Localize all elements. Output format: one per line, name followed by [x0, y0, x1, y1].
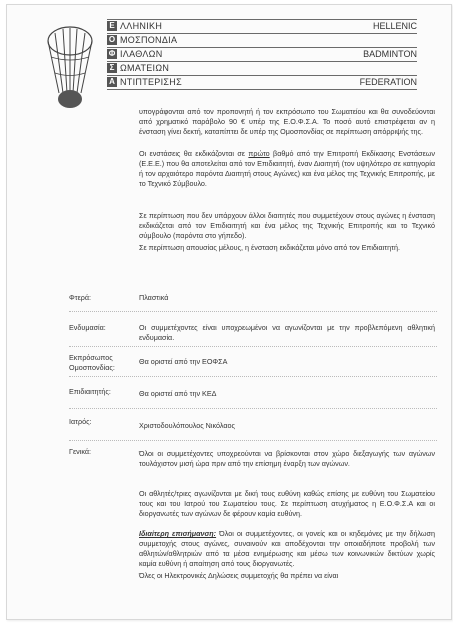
header-greek: ΩΜΑΤΕΙΩΝ	[120, 63, 170, 73]
field-value-doctor: Χριστοδουλόπουλος Νικόλαος	[139, 421, 235, 430]
shuttlecock-logo	[39, 23, 101, 111]
header-initial: Φ	[108, 49, 116, 58]
special-note-text: Όλοι οι συμμετέχοντες, οι γονείς και οι κηδεμόνες με την δήλωση συμμετοχής στους αγώνες, συναινούν και αποδέχονται την οποιαδήποτε προβολή των αθλητών/αθλητριών από τα μέσα ενημέρωσης και μέσω των κοινωνικών δικτύων χωρίς καμία ευθύνη ή απαίτηση από τους διοργανωτές.	[139, 529, 435, 568]
field-value-head-referee: Θα οριστεί από την ΚΕΔ	[139, 389, 217, 398]
header-english: BADMINTON	[363, 49, 417, 59]
header-row	[107, 76, 417, 90]
field-value-clothing: Οι συμμετέχοντες είναι υποχρεωμένοι να αγωνίζονται με την προβλεπόμενη αθλητική ενδυμασία.	[139, 323, 435, 342]
field-label-general: Γενικά:	[69, 447, 92, 456]
field-value-general: Όλοι οι συμμετέχοντες υποχρεούνται να βρίσκονται στον χώρο διεξαγωγής των αγώνων τουλάχιστον μισή ώρα πριν από την επίσημη έναρξη των αγώνων.	[139, 449, 435, 468]
divider	[69, 440, 437, 441]
absence-paragraph: Σε περίπτωση απουσίας μέλους, η ένσταση εκδικάζεται μόνο από τον Επιδιαιτητή.	[139, 243, 400, 252]
document-page	[6, 4, 452, 620]
divider	[69, 346, 437, 347]
header-english: HELLENIC	[372, 21, 417, 31]
special-note-paragraph	[139, 529, 435, 569]
header-initial: Α	[107, 77, 117, 87]
objections-text-end: βαθμό από την Επιτροπή Εκδίκασης Ενστάσεων (Ε.Ε.Ε.) που θα αποτελείται από τον Επιδιαιτητή, έναν Διαιτητή (τον υψηλότερο σε κατηγορία ή τον αρχαιότερο παρόντα Διαιτητή στους Αγώνες) και ένα μέλος της Τεχνικής Επιτροπής, με το Τεχνικό Σύμβουλο.	[139, 149, 435, 188]
header-initial: Ε	[107, 21, 117, 31]
header-row	[107, 19, 417, 34]
header-row	[107, 62, 417, 76]
federation-header	[107, 19, 417, 90]
header-row	[107, 34, 417, 48]
header-initial: Σ	[107, 63, 117, 73]
field-label-clothing: Ενδυμασία:	[69, 323, 106, 332]
liability-paragraph: Οι αθλητές/τριες αγωνίζονται με δική τους ευθύνη καθώς επίσης με ευθύνη του Σωματείου τους και του Ιατρού του Σωματείου τους. Σε περίπτωση ατυχήματος η Ε.Ο.Φ.Σ.Α και οι διοργανωτές των αγώνων δε φέρουν καμία ευθύνη.	[139, 489, 435, 518]
header-greek: ΛΛΗΝΙΚΗ	[120, 21, 163, 31]
divider	[69, 408, 437, 409]
field-label-shuttles: Φτερά:	[69, 293, 92, 302]
divider	[69, 311, 437, 312]
objections-paragraph	[139, 149, 435, 189]
header-initial: Ο	[108, 35, 116, 44]
field-value-shuttles: Πλαστικά	[139, 293, 169, 302]
divider	[69, 376, 437, 377]
entries-paragraph: Όλες οι Ηλεκτρονικές Δηλώσεις συμμετοχής θα πρέπει να είναι	[139, 571, 339, 580]
header-greek: ΙΛΑΘΛΩΝ	[120, 49, 163, 59]
header-row	[107, 48, 417, 62]
no-referees-paragraph: Σε περίπτωση που δεν υπάρχουν άλλοι διαιτητές που συμμετέχουν στους αγώνες η ένσταση εκδικάζεται από τον Επιδιαιτητή και ένα μέλος της Τεχνικής Επιτροπής και το Τεχνικό σύμβουλο (παρόντα στο γήπεδο).	[139, 211, 435, 240]
field-label-head-referee: Επιδιαιτητής:	[69, 387, 111, 396]
header-english: FEDERATION	[359, 77, 417, 87]
field-label-doctor: Ιατρός:	[69, 417, 92, 426]
field-value-federation-rep: Θα οριστεί από την ΕΟΦΣΑ	[139, 357, 228, 366]
objections-underlined-word: πρώτο	[248, 149, 270, 158]
special-note-label: Ιδιαίτερη επισήμανση:	[139, 529, 217, 538]
header-greek: ΝΤΙΠΤΕΡΙΣΗΣ	[120, 77, 182, 87]
intro-paragraph: υπογράφονται από τον προπονητή ή τον εκπρόσωπο του Σωματείου και θα συνοδεύονται από χρηματικό παράβολο 90 € υπέρ της Ε.Ο.Φ.Σ.Α. Το ποσό αυτό επιστρέφεται αν η ένσταση γίνει δεκτή, καταπίπτει δε υπέρ της Ομοσπονδίας σε περίπτωση απόρριψής της.	[139, 107, 435, 136]
header-greek: ΜΟΣΠΟΝΔΙΑ	[120, 35, 178, 45]
field-label-federation-rep: Εκπρόσωπος Ομοσπονδίας:	[69, 353, 115, 372]
objections-text-start: Οι ενστάσεις θα εκδικάζονται σε	[139, 149, 249, 158]
